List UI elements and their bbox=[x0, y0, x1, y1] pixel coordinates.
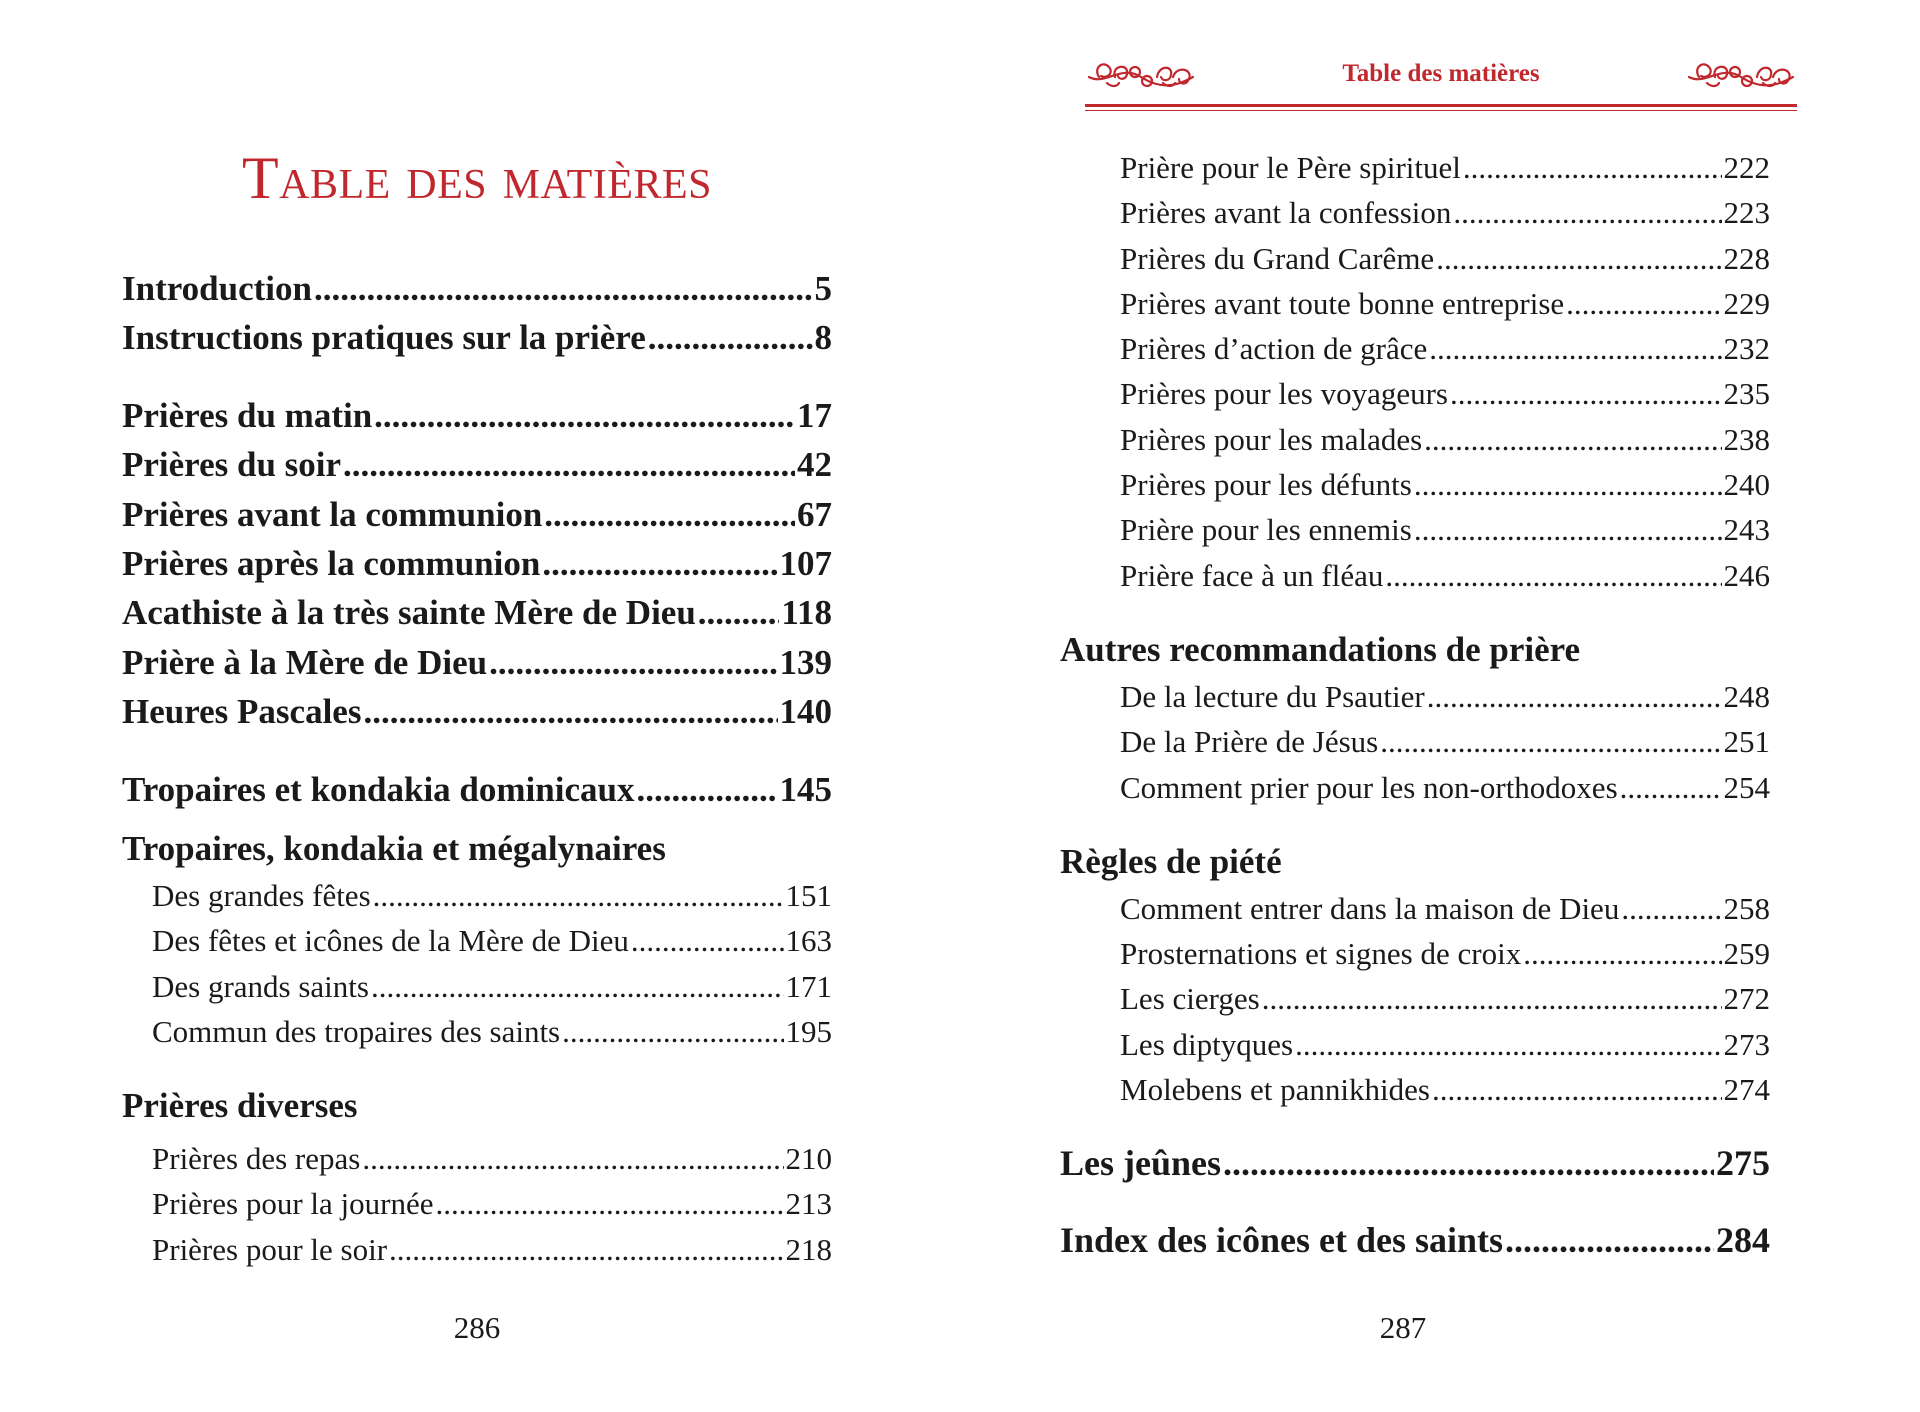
toc-entry-label: Comment entrer dans la maison de Dieu bbox=[1120, 890, 1620, 926]
toc-entry-page: 240 bbox=[1723, 467, 1770, 503]
toc-entry-label: De la lecture du Psautier bbox=[1120, 678, 1425, 714]
toc-entry-label: Prière pour le Père spirituel bbox=[1120, 150, 1461, 185]
toc-entry-page: 145 bbox=[779, 769, 832, 809]
toc-entry[interactable] bbox=[122, 765, 832, 814]
dot-leader bbox=[542, 539, 777, 588]
toc-entry[interactable] bbox=[122, 440, 832, 489]
toc-entry-label: Prières avant toute bonne entreprise bbox=[1120, 285, 1565, 321]
toc-entry-label: Molebens et pannikhides bbox=[1120, 1072, 1430, 1108]
toc-subentry[interactable] bbox=[122, 918, 832, 963]
toc-entry-page: 163 bbox=[785, 923, 832, 959]
toc-entry[interactable] bbox=[122, 490, 832, 539]
toc-entry-page: 238 bbox=[1723, 421, 1770, 457]
toc-entry-label: Prières pour le soir bbox=[152, 1231, 388, 1267]
toc-entry[interactable] bbox=[122, 391, 832, 440]
toc-entry-label: Prière pour les ennemis bbox=[1120, 512, 1412, 548]
group-spacer bbox=[122, 1054, 832, 1081]
section-heading: Autres recommandations de prière bbox=[1060, 629, 1581, 669]
toc-entry-page: 273 bbox=[1723, 1026, 1770, 1062]
dot-leader bbox=[389, 1227, 783, 1272]
toc-subentry[interactable] bbox=[1090, 719, 1770, 764]
dot-leader bbox=[1432, 1067, 1722, 1112]
toc-entry[interactable] bbox=[122, 539, 832, 588]
toc-entry[interactable] bbox=[1060, 1139, 1770, 1188]
toc-subentry[interactable] bbox=[1090, 553, 1770, 598]
dot-leader bbox=[371, 964, 784, 1009]
toc-entry-page: 222 bbox=[1723, 150, 1770, 185]
toc-subentry[interactable] bbox=[1090, 417, 1770, 462]
toc-entry-label: Prières des repas bbox=[152, 1141, 361, 1177]
toc-subentry[interactable] bbox=[122, 873, 832, 918]
toc-entry-label: Prières pour les malades bbox=[1120, 421, 1423, 457]
dot-leader bbox=[562, 1009, 783, 1054]
dot-leader bbox=[1505, 1216, 1714, 1265]
toc-entry-label: Commun des tropaires des saints bbox=[152, 1013, 561, 1049]
dot-leader bbox=[631, 918, 784, 963]
toc-entry-page: 251 bbox=[1723, 724, 1770, 760]
toc-subentry[interactable] bbox=[1090, 326, 1770, 371]
toc-entry-label: Prosternations et signes de croix bbox=[1120, 936, 1522, 972]
toc-entry-page: 228 bbox=[1723, 240, 1770, 276]
toc-entry-page: 67 bbox=[797, 494, 832, 534]
group-spacer bbox=[122, 814, 832, 824]
toc-right bbox=[1060, 145, 1770, 1265]
toc-entry[interactable] bbox=[122, 264, 832, 313]
dot-leader bbox=[648, 313, 813, 362]
dot-leader bbox=[1463, 145, 1722, 190]
toc-entry-label: Les diptyques bbox=[1120, 1026, 1294, 1062]
toc-entry-page: 213 bbox=[785, 1186, 832, 1222]
toc-entry-page: 232 bbox=[1723, 331, 1770, 367]
running-head-title: Table des matières bbox=[1342, 60, 1540, 87]
toc-entry-page: 218 bbox=[785, 1231, 832, 1267]
group-spacer bbox=[122, 737, 832, 765]
toc-entry-page: 272 bbox=[1723, 981, 1770, 1017]
section-heading: Tropaires, kondakia et mégalynaires bbox=[122, 828, 666, 868]
group-spacer bbox=[1090, 1112, 1770, 1139]
toc-entry[interactable] bbox=[122, 588, 832, 637]
toc-subentry[interactable] bbox=[1090, 371, 1770, 416]
group-spacer bbox=[1090, 1188, 1770, 1216]
dot-leader bbox=[1223, 1139, 1714, 1188]
toc-entry-page: 107 bbox=[779, 543, 832, 583]
toc-entry-label: Prières pour la journée bbox=[152, 1186, 434, 1222]
toc-entry-label: Prières avant la communion bbox=[122, 494, 543, 534]
dot-leader bbox=[314, 264, 813, 313]
toc-entry-label: Prières pour les défunts bbox=[1120, 467, 1412, 503]
toc-subentry[interactable] bbox=[1090, 931, 1770, 976]
dot-leader bbox=[362, 1136, 783, 1181]
dot-leader bbox=[1429, 326, 1721, 371]
toc-entry-page: 42 bbox=[797, 445, 832, 485]
dot-leader bbox=[1262, 976, 1722, 1021]
toc-entry-page: 229 bbox=[1723, 285, 1770, 321]
toc-entry-label: Des fêtes et icônes de la Mère de Dieu bbox=[152, 923, 629, 959]
dot-leader bbox=[698, 588, 780, 637]
toc-subentry[interactable] bbox=[1090, 674, 1770, 719]
page-number: 286 bbox=[453, 1310, 501, 1345]
toc-entry-label: Les cierges bbox=[1120, 981, 1260, 1017]
toc-subentry[interactable] bbox=[1090, 236, 1770, 281]
toc-entry-label: Prières du Grand Carême bbox=[1120, 240, 1435, 276]
toc-entry-label: Introduction bbox=[122, 269, 312, 308]
toc-entry-page: 258 bbox=[1723, 890, 1770, 926]
toc-entry-label: Des grands saints bbox=[152, 968, 369, 1004]
running-head-rule bbox=[1085, 110, 1797, 111]
toc-subentry[interactable] bbox=[1090, 1067, 1770, 1112]
toc-entry-page: 210 bbox=[785, 1141, 832, 1177]
dot-leader bbox=[1436, 236, 1721, 281]
toc-subentry[interactable] bbox=[1090, 190, 1770, 235]
toc-entry-label: Index des icônes et des saints bbox=[1060, 1220, 1504, 1261]
toc-subentry[interactable] bbox=[122, 1136, 832, 1181]
dot-leader bbox=[363, 687, 777, 736]
section-heading: Prières diverses bbox=[122, 1086, 358, 1126]
toc-entry-page: 195 bbox=[785, 1013, 832, 1049]
dot-leader bbox=[1566, 281, 1721, 326]
toc-entry-page: 235 bbox=[1723, 376, 1770, 412]
toc-entry-label: Heures Pascales bbox=[122, 692, 362, 732]
running-head-rule bbox=[1085, 104, 1797, 107]
toc-left bbox=[122, 264, 832, 1272]
right-page bbox=[960, 0, 1920, 1412]
dot-leader bbox=[1620, 765, 1722, 810]
toc-entry-label: Acathiste à la très sainte Mère de Dieu bbox=[122, 593, 696, 633]
toc-entry-label: Prières du matin bbox=[122, 395, 373, 435]
toc-entry-page: 246 bbox=[1723, 557, 1770, 593]
toc-subentry[interactable] bbox=[122, 964, 832, 1009]
dot-leader bbox=[1380, 719, 1721, 764]
toc-entry-page: 275 bbox=[1716, 1143, 1770, 1184]
toc-entry-page: 8 bbox=[814, 318, 832, 358]
toc-entry[interactable] bbox=[122, 687, 832, 736]
toc-entry-page: 171 bbox=[785, 968, 832, 1004]
toc-subentry[interactable] bbox=[1090, 765, 1770, 810]
group-spacer bbox=[1090, 598, 1770, 625]
dot-leader bbox=[1453, 190, 1721, 235]
page-number: 287 bbox=[1379, 1310, 1427, 1345]
toc-subentry[interactable] bbox=[1090, 281, 1770, 326]
dot-leader bbox=[544, 490, 795, 539]
toc-entry[interactable] bbox=[1060, 1216, 1770, 1265]
toc-entry-label: Des grandes fêtes bbox=[152, 877, 371, 913]
toc-entry-page: 139 bbox=[779, 642, 832, 682]
toc-entry-page: 5 bbox=[814, 269, 832, 308]
toc-entry-label: De la Prière de Jésus bbox=[1120, 724, 1379, 760]
toc-entry-page: 151 bbox=[785, 877, 832, 913]
toc-entry-label: Prières d’action de grâce bbox=[1120, 331, 1428, 367]
floral-vine-ornament-icon bbox=[1685, 56, 1797, 98]
dot-leader bbox=[1450, 371, 1722, 416]
group-spacer bbox=[1090, 810, 1770, 837]
toc-subentry[interactable] bbox=[122, 1227, 832, 1272]
toc-entry-page: 243 bbox=[1723, 512, 1770, 548]
toc-entry-label: Les jeûnes bbox=[1060, 1143, 1221, 1184]
toc-entry-page: 118 bbox=[781, 593, 832, 633]
dot-leader bbox=[374, 391, 795, 440]
dot-leader bbox=[489, 638, 777, 687]
toc-entry-label: Prières du soir bbox=[122, 445, 342, 485]
group-spacer bbox=[122, 363, 832, 391]
running-head bbox=[1085, 56, 1797, 102]
dot-leader bbox=[1414, 507, 1722, 552]
toc-subentry[interactable] bbox=[122, 1181, 832, 1226]
toc-entry-page: 140 bbox=[779, 692, 832, 732]
toc-entry[interactable] bbox=[122, 638, 832, 687]
toc-subentry[interactable] bbox=[1090, 886, 1770, 931]
dot-leader bbox=[1385, 553, 1721, 598]
page-title: Table des matières bbox=[242, 145, 712, 211]
toc-entry-page: 17 bbox=[797, 395, 832, 435]
toc-subentry[interactable] bbox=[1090, 462, 1770, 507]
toc-entry-page: 223 bbox=[1723, 195, 1770, 231]
toc-entry-label: Prières pour les voyageurs bbox=[1120, 376, 1448, 412]
toc-entry-label: Tropaires et kondakia dominicaux bbox=[122, 769, 635, 809]
toc-entry-label: Prière face à un fléau bbox=[1120, 557, 1384, 593]
dot-leader bbox=[1414, 462, 1722, 507]
dot-leader bbox=[1295, 1022, 1721, 1067]
dot-leader bbox=[636, 765, 777, 814]
toc-subentry[interactable] bbox=[1090, 507, 1770, 552]
toc-subentry[interactable] bbox=[122, 1009, 832, 1054]
toc-entry[interactable] bbox=[122, 313, 832, 362]
toc-entry-label: Instructions pratiques sur la prière bbox=[122, 318, 646, 358]
toc-entry-label: Comment prier pour les non-orthodoxes bbox=[1120, 769, 1618, 805]
dot-leader bbox=[1523, 931, 1721, 976]
toc-entry-label: Prière à la Mère de Dieu bbox=[122, 642, 488, 682]
toc-entry-label: Prières avant la confession bbox=[1120, 195, 1452, 231]
dot-leader bbox=[1427, 674, 1722, 719]
section-heading: Règles de piété bbox=[1060, 841, 1282, 881]
dot-leader bbox=[1424, 417, 1721, 462]
dot-leader bbox=[343, 440, 795, 489]
toc-subentry[interactable] bbox=[1090, 1022, 1770, 1067]
toc-entry-page: 248 bbox=[1723, 678, 1770, 714]
toc-entry-page: 259 bbox=[1723, 936, 1770, 972]
toc-subentry[interactable] bbox=[1090, 145, 1770, 190]
toc-subentry[interactable] bbox=[1090, 976, 1770, 1021]
toc-entry-label: Prières après la communion bbox=[122, 543, 541, 583]
toc-entry-page: 274 bbox=[1723, 1072, 1770, 1108]
dot-leader bbox=[1621, 886, 1721, 931]
dot-leader bbox=[435, 1181, 783, 1226]
dot-leader bbox=[373, 873, 784, 918]
toc-entry-page: 254 bbox=[1723, 769, 1770, 805]
toc-entry-page: 284 bbox=[1716, 1220, 1770, 1261]
